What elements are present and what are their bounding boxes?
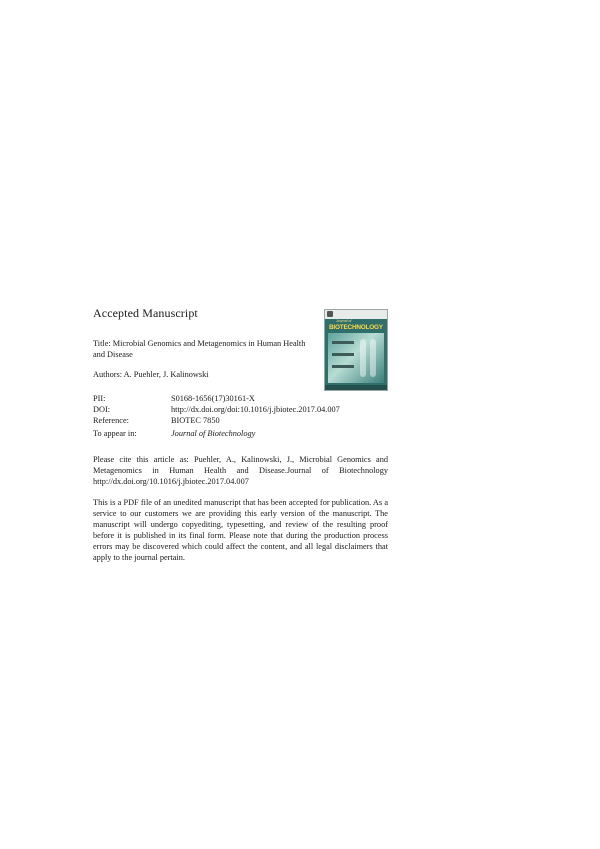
- authors-value: A. Puehler, J. Kalinowski: [123, 370, 209, 379]
- article-authors: [93, 369, 209, 380]
- cover-photo-bar: [332, 365, 354, 368]
- authors-label: Authors:: [93, 370, 123, 379]
- doi-label: DOI:: [93, 405, 111, 414]
- field-row-pii: [93, 393, 340, 404]
- publisher-logo-icon: [327, 311, 333, 317]
- cover-photo: [328, 333, 384, 383]
- article-identifiers: [93, 393, 340, 426]
- cover-photo-tube: [370, 339, 376, 377]
- field-row-reference: [93, 415, 340, 426]
- cover-photo-bar: [332, 341, 354, 344]
- appear-label: To appear in:: [93, 429, 137, 438]
- field-row-doi: [93, 404, 340, 415]
- cover-photo-bar: [332, 353, 354, 356]
- title-value: Microbial Genomics and Metagenomics in Human Health and Disease: [93, 339, 306, 359]
- doi-value[interactable]: http://dx.doi.org/doi:10.1016/j.jbiotec.2017.04.007: [171, 405, 340, 414]
- citation-paragraph: Please cite this article as: Puehler, A., Kalinowski, J., Microbial Genomics and Metagenomics in Human Health and Disease.Journal of Biotechnology http://dx.doi.org/10.1016/j.jbiotec.2017.04.007: [93, 455, 388, 486]
- page-heading: Accepted Manuscript: [93, 306, 198, 320]
- cover-photo-tube: [360, 339, 366, 377]
- cover-header-band: [325, 310, 387, 319]
- to-appear-in: [93, 428, 255, 439]
- pii-value: S0168-1656(17)30161-X: [171, 394, 255, 403]
- title-label: Title:: [93, 339, 111, 348]
- article-title: [93, 338, 308, 360]
- unedited-notice-paragraph: This is a PDF file of an unedited manuscript that has been accepted for publication. As a service to our customers we are providing this early version of the manuscript. The manuscript will undergo copyediting, typesetting, and review of the resulting proof before it is published in its final form. Please note that during the production process errors may be discovered which could affect the content, and all legal disclaimers that apply to the journal pertain.: [93, 498, 388, 562]
- journal-cover-image: [324, 309, 388, 391]
- cover-title: BIOTECHNOLOGY: [329, 324, 383, 331]
- reference-value: BIOTEC 7850: [171, 416, 220, 425]
- cover-brand: Journal of: [336, 319, 352, 323]
- cover-footer-band: [325, 385, 387, 390]
- journal-name: Journal of Biotechnology: [171, 429, 256, 438]
- pii-label: PII:: [93, 394, 106, 403]
- reference-label: Reference:: [93, 416, 129, 425]
